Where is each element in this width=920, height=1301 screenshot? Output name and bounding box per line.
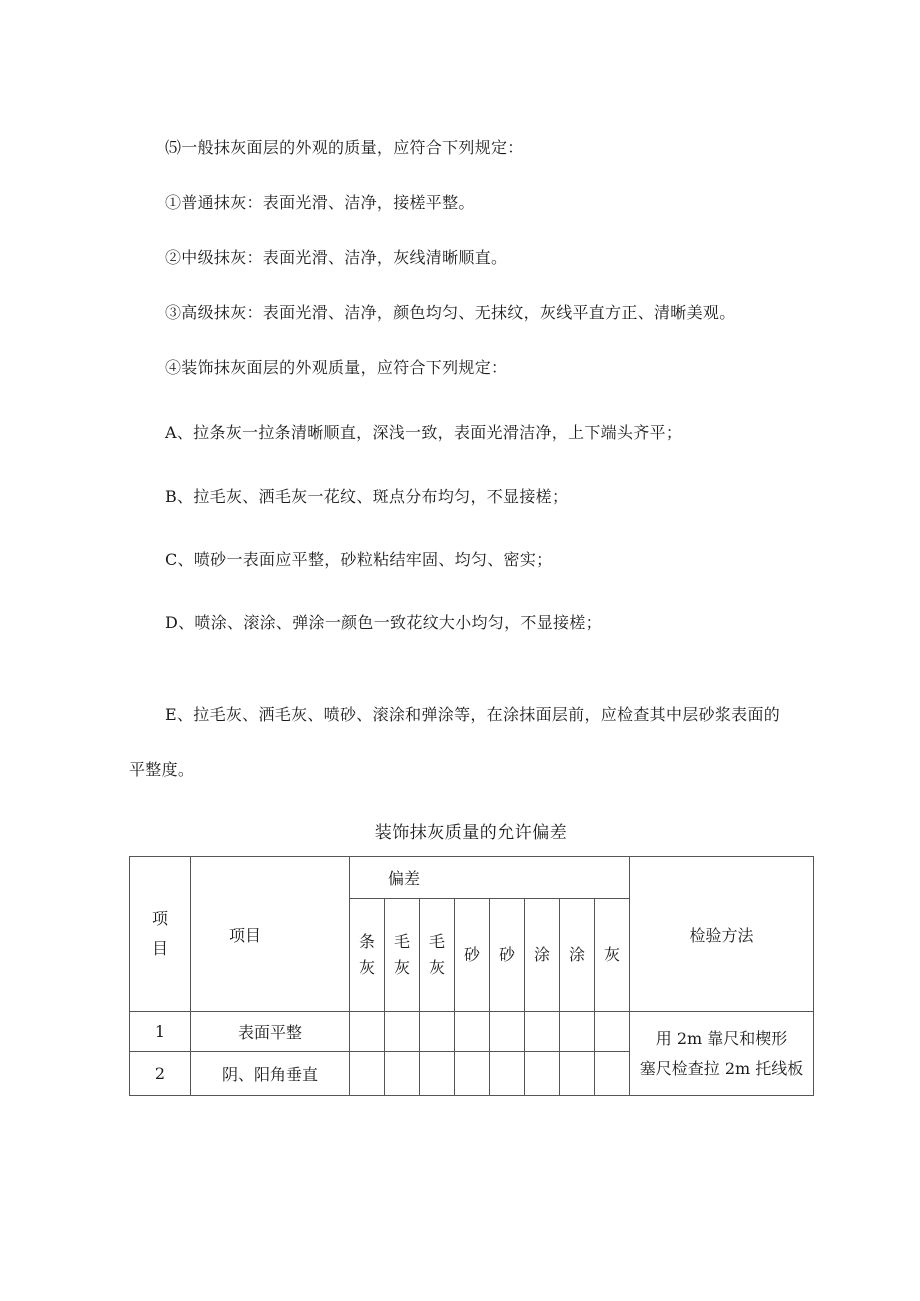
sub-column: 毛灰	[385, 899, 420, 1012]
row-no: 1	[130, 1012, 191, 1052]
sub-column: 毛灰	[420, 899, 455, 1012]
table-row	[130, 1012, 814, 1052]
paragraph-medium-plaster: ②中级抹灰：表面光滑、洁净，灰线清晰顺直。	[165, 248, 508, 267]
sub-column: 灰	[595, 899, 630, 1012]
paragraph-decorative-plaster: ④装饰抹灰面层的外观质量，应符合下列规定：	[165, 358, 508, 377]
sub-column: 条灰	[350, 899, 385, 1012]
sub-column: 涂	[560, 899, 595, 1012]
paragraph-5: ⑸一般抹灰面层的外观的质量，应符合下列规定：	[165, 138, 524, 157]
paragraph-advanced-plaster: ③高级抹灰：表面光滑、洁净，颜色均匀、无抹纹，灰线平直方正、清晰美观。	[165, 303, 736, 322]
table-title: 装饰抹灰质量的允许偏差	[374, 823, 568, 843]
sub-column: 涂	[525, 899, 560, 1012]
header-no: 项目	[130, 857, 191, 1012]
paragraph-ordinary-plaster: ①普通抹灰：表面光滑、洁净，接槎平整。	[165, 193, 475, 212]
row-item: 阴、阳角垂直	[191, 1052, 350, 1096]
sub-column: 砂	[455, 899, 490, 1012]
paragraph-item-e-continued: 平整度。	[129, 760, 195, 779]
paragraph-item-e: E、拉毛灰、洒毛灰、喷砂、滚涂和弹涂等，在涂抹面层前，应检查其中层砂浆表面的	[165, 705, 781, 724]
deviation-table	[129, 856, 814, 1096]
paragraph-item-b: B、拉毛灰、洒毛灰一花纹、斑点分布均匀，不显接槎；	[165, 487, 569, 506]
row-no: 2	[130, 1052, 191, 1096]
method-line: 用 2m 靠尺和楔形	[655, 1028, 788, 1048]
row-item: 表面平整	[191, 1012, 350, 1052]
paragraph-item-d: D、喷涂、滚涂、弹涂一颜色一致花纹大小均匀，不显接槎；	[165, 613, 602, 632]
method-cell	[630, 1012, 814, 1096]
paragraph-item-c: C、喷砂一表面应平整，砂粒粘结牢固、均匀、密实；	[165, 550, 553, 569]
paragraph-item-a: A、拉条灰一拉条清晰顺直，深浅一致，表面光滑洁净，上下端头齐平；	[165, 423, 683, 442]
header-method: 检验方法	[630, 857, 814, 1012]
header-item: 项目	[191, 857, 350, 1012]
method-line: 塞尺检查拉 2m 托线板	[639, 1058, 804, 1078]
sub-column: 砂	[490, 899, 525, 1012]
header-deviation: 偏差	[350, 857, 630, 899]
